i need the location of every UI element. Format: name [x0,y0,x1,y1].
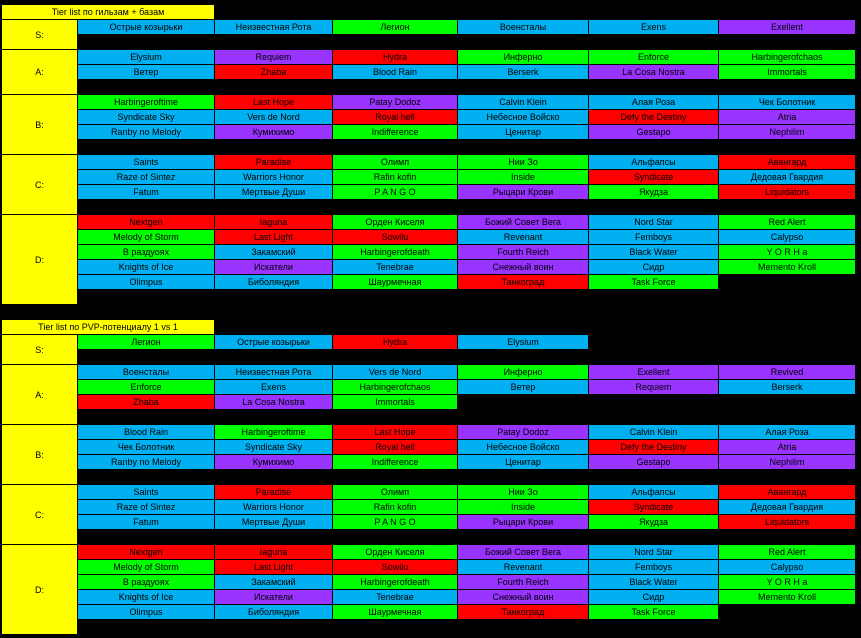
tier-cell[interactable]: Сидр [589,260,719,275]
tier-cell[interactable]: Last Light [215,230,333,245]
tier-cell[interactable]: Revived [719,365,856,380]
tier-cell[interactable]: Алая Роза [589,95,719,110]
tier-cell[interactable]: Saints [78,155,215,170]
tier-cell[interactable]: Мертвые Души [215,185,333,200]
tier-cell[interactable]: Tenebrae [333,590,458,605]
tier-cell[interactable]: В раздуоях [78,575,215,590]
tier-cell[interactable]: Syndicate Sky [215,440,333,455]
tier-cell[interactable]: Nextgen [78,545,215,560]
tier-cell[interactable]: Paradise [215,155,333,170]
tier-cell[interactable]: Шаурмечная [333,275,458,290]
tier-cell[interactable]: Ветер [78,65,215,80]
tier-cell[interactable]: В раздуоях [78,245,215,260]
tier-cell[interactable]: Биболяндия [215,605,333,620]
tier-cell[interactable]: Дедовая Гвардия [719,170,856,185]
tier-cell[interactable]: La Cosa Nostra [589,65,719,80]
tier-cell[interactable]: Defy the Destiny [589,440,719,455]
tier-label-b[interactable]: B: [2,425,78,485]
tier-cell[interactable]: Enforce [589,50,719,65]
tier-cell[interactable]: Knights of Ice [78,590,215,605]
tier-cell[interactable]: Y O R H a [719,245,856,260]
tier-cell[interactable]: Memento Kroll [719,590,856,605]
tier-cell[interactable]: Olimpus [78,275,215,290]
tier-cell[interactable]: Requiem [215,50,333,65]
tier-cell[interactable]: Immortals [719,65,856,80]
tier-label-d[interactable]: D: [2,215,78,305]
tier-cell[interactable]: Berserk [458,65,589,80]
tier-label-c[interactable]: C: [2,155,78,215]
tier-cell[interactable]: Femboys [589,560,719,575]
tier-cell[interactable]: Биболяндия [215,275,333,290]
tier-cell[interactable]: Revenant [458,560,589,575]
tier-cell[interactable]: Hydra [333,50,458,65]
tier-cell[interactable]: Royal hell [333,440,458,455]
tier-cell[interactable]: Олимп [333,155,458,170]
tier-cell[interactable]: Снежный воин [458,590,589,605]
tier-cell[interactable]: Calvin Klein [589,425,719,440]
tier-cell[interactable]: Last Hope [333,425,458,440]
tier-cell[interactable]: Paradise [215,485,333,500]
tier-cell[interactable]: Nextgen [78,215,215,230]
tier-cell[interactable]: Орден Киселя [333,545,458,560]
tier-cell[interactable]: Дедовая Гвардия [719,500,856,515]
tier-cell[interactable]: Vers de Nord [333,365,458,380]
tier-cell[interactable]: Легион [78,335,215,350]
tier-cell[interactable]: Harbingerofdeath [333,575,458,590]
tier-cell[interactable]: Indifference [333,125,458,140]
tier-cell[interactable]: Кумихимо [215,125,333,140]
tier-label-a[interactable]: A: [2,50,78,95]
tier-cell[interactable]: Сидр [589,590,719,605]
tier-cell[interactable]: Gestapo [589,455,719,470]
tier-cell[interactable]: Инферно [458,365,589,380]
tier-cell[interactable]: Iaguna [215,545,333,560]
tier-cell[interactable]: Sowilu [333,230,458,245]
tier-cell[interactable]: Fatum [78,515,215,530]
tier-cell[interactable]: Fatum [78,185,215,200]
tier-cell[interactable]: Божий Совет Вега [458,215,589,230]
tier-cell[interactable]: Saints [78,485,215,500]
tier-cell[interactable]: Орден Киселя [333,215,458,230]
tier-cell[interactable]: Fourth Reich [458,575,589,590]
tier-cell[interactable]: Blood Rain [333,65,458,80]
tier-cell[interactable]: Warriors Honor [215,170,333,185]
tier-cell[interactable]: Femboys [589,230,719,245]
tier-cell[interactable]: Exellent [589,365,719,380]
tier-cell[interactable]: Olimpus [78,605,215,620]
tier-cell[interactable]: Nord Star [589,545,719,560]
tier-cell[interactable]: Искатели [215,590,333,605]
tier-cell[interactable]: Чек Болотник [719,95,856,110]
tier-cell[interactable]: Ranby no Melody [78,125,215,140]
tier-cell[interactable]: Atria [719,110,856,125]
tier-cell[interactable]: Танкоград [458,605,589,620]
tier-cell[interactable]: Last Light [215,560,333,575]
tier-cell[interactable]: Harbingerofdeath [333,245,458,260]
tier-label-s[interactable]: S: [2,335,78,365]
tier-cell[interactable]: Олимп [333,485,458,500]
tier-cell[interactable]: Inside [458,500,589,515]
tier-cell[interactable]: P A N G O [333,515,458,530]
tier-cell[interactable]: Harbingeroftime [215,425,333,440]
tier-cell[interactable]: Red Alert [719,215,856,230]
tier-cell[interactable]: Неизвестная Рота [215,20,333,35]
tier-cell[interactable]: Harbingerofchaos [333,380,458,395]
tier-cell[interactable]: La Cosa Nostra [215,395,333,410]
tier-cell[interactable]: Melody of Storm [78,230,215,245]
tier-cell[interactable]: Raze of Sintez [78,170,215,185]
tier-cell[interactable]: Calvin Klein [458,95,589,110]
tier-cell[interactable]: Exellent [719,20,856,35]
tier-cell[interactable]: Закамский [215,575,333,590]
tier-cell[interactable]: Last Hope [215,95,333,110]
tier-cell[interactable]: Рыцари Крови [458,185,589,200]
tier-cell[interactable]: Нии Зо [458,485,589,500]
tier-cell[interactable]: Авангард [719,485,856,500]
tier-cell[interactable]: Calypso [719,560,856,575]
tier-cell[interactable]: Black Water [589,575,719,590]
tier-cell[interactable]: Liquidators [719,185,856,200]
tier-cell[interactable]: Melody of Storm [78,560,215,575]
tier-cell[interactable]: Inside [458,170,589,185]
tier-label-a[interactable]: A: [2,365,78,425]
tier-cell[interactable]: Gestapo [589,125,719,140]
tier-cell[interactable]: Vers de Nord [215,110,333,125]
tier-cell[interactable]: Harbingerofchaos [719,50,856,65]
tier-cell[interactable]: Zhaba [215,65,333,80]
tier-cell[interactable]: Warriors Honor [215,500,333,515]
tier-cell[interactable]: Мертвые Души [215,515,333,530]
tier-cell[interactable]: Rafin kofin [333,500,458,515]
tier-cell[interactable]: Ценитар [458,125,589,140]
tier-cell[interactable]: Defy the Destiny [589,110,719,125]
tier-cell[interactable]: Harbingeroftime [78,95,215,110]
tier-cell[interactable]: Iaguna [215,215,333,230]
tier-cell[interactable]: Berserk [719,380,856,395]
tier-cell[interactable]: Liquidators [719,515,856,530]
tier-cell[interactable]: Atria [719,440,856,455]
tier-cell[interactable]: Revenant [458,230,589,245]
tier-cell[interactable]: Y O R H a [719,575,856,590]
tier-cell[interactable]: Royal hell [333,110,458,125]
tier-cell[interactable]: Syndicate [589,500,719,515]
tier-cell[interactable]: Sowilu [333,560,458,575]
tier-label-b[interactable]: B: [2,95,78,155]
tier-cell[interactable]: Шаурмечная [333,605,458,620]
tier-cell[interactable]: Nord Star [589,215,719,230]
tier-cell[interactable]: Военсталы [78,365,215,380]
tier-cell[interactable]: Syndicate [589,170,719,185]
tier-cell[interactable]: Ценитар [458,455,589,470]
tier-cell[interactable]: Альфапсы [589,155,719,170]
tier-cell[interactable]: Небесное Войско [458,440,589,455]
tier-cell[interactable]: Zhaba [78,395,215,410]
tier-cell[interactable]: Elysium [458,335,589,350]
tier-cell[interactable]: Нии Зо [458,155,589,170]
tier-cell[interactable]: Rafin kofin [333,170,458,185]
tier-cell[interactable]: Алая Роза [719,425,856,440]
tier-cell[interactable]: Nephilim [719,455,856,470]
tier-cell[interactable]: Небесное Войско [458,110,589,125]
tier-cell[interactable]: Якудза [589,515,719,530]
tier-cell[interactable]: Black Water [589,245,719,260]
tier-cell[interactable]: Patay Dodoz [333,95,458,110]
tier-cell[interactable]: Exens [589,20,719,35]
tier-cell[interactable]: P A N G O [333,185,458,200]
tier-cell[interactable]: Raze of Sintez [78,500,215,515]
tier-cell[interactable]: Memento Kroll [719,260,856,275]
tier-cell[interactable]: Knights of Ice [78,260,215,275]
tier-cell[interactable]: Снежный воин [458,260,589,275]
tier-label-c[interactable]: C: [2,485,78,545]
table-title[interactable]: Tier list по гильзам + базам [2,5,215,20]
tier-cell[interactable]: Искатели [215,260,333,275]
tier-cell[interactable]: Закамский [215,245,333,260]
tier-cell[interactable]: Exens [215,380,333,395]
tier-cell[interactable]: Immortals [333,395,458,410]
tier-cell[interactable]: Nephilim [719,125,856,140]
tier-cell[interactable]: Танкоград [458,275,589,290]
tier-cell[interactable]: Calypso [719,230,856,245]
tier-cell[interactable]: Инферно [458,50,589,65]
tier-cell[interactable]: Tenebrae [333,260,458,275]
tier-cell[interactable]: Elysium [78,50,215,65]
tier-cell[interactable]: Чек Болотник [78,440,215,455]
tier-cell[interactable]: Hydra [333,335,458,350]
tier-cell[interactable]: Военсталы [458,20,589,35]
tier-cell[interactable]: Якудза [589,185,719,200]
tier-cell[interactable]: Red Alert [719,545,856,560]
tier-cell[interactable]: Неизвестная Рота [215,365,333,380]
tier-cell[interactable]: Рыцари Крови [458,515,589,530]
tier-label-s[interactable]: S: [2,20,78,50]
tier-cell[interactable]: Enforce [78,380,215,395]
tier-cell[interactable]: Requiem [589,380,719,395]
tier-cell[interactable]: Task Force [589,605,719,620]
tier-label-d[interactable]: D: [2,545,78,635]
tier-cell[interactable]: Кумихимо [215,455,333,470]
tier-cell[interactable]: Ветер [458,380,589,395]
tier-cell[interactable]: Indifference [333,455,458,470]
tier-cell[interactable]: Ranby no Melody [78,455,215,470]
tier-cell[interactable]: Patay Dodoz [458,425,589,440]
tier-cell[interactable]: Острые козырьки [215,335,333,350]
tier-cell[interactable]: Альфапсы [589,485,719,500]
tier-cell[interactable]: Blood Rain [78,425,215,440]
tier-cell[interactable]: Task Force [589,275,719,290]
tier-cell[interactable]: Fourth Reich [458,245,589,260]
tier-cell[interactable]: Авангард [719,155,856,170]
tier-cell[interactable]: Острые козырьки [78,20,215,35]
table-title[interactable]: Tier list по PVP-потенциалу 1 vs 1 [2,320,215,335]
tier-cell[interactable]: Божий Совет Вега [458,545,589,560]
tier-cell[interactable]: Легион [333,20,458,35]
tier-cell[interactable]: Syndicate Sky [78,110,215,125]
